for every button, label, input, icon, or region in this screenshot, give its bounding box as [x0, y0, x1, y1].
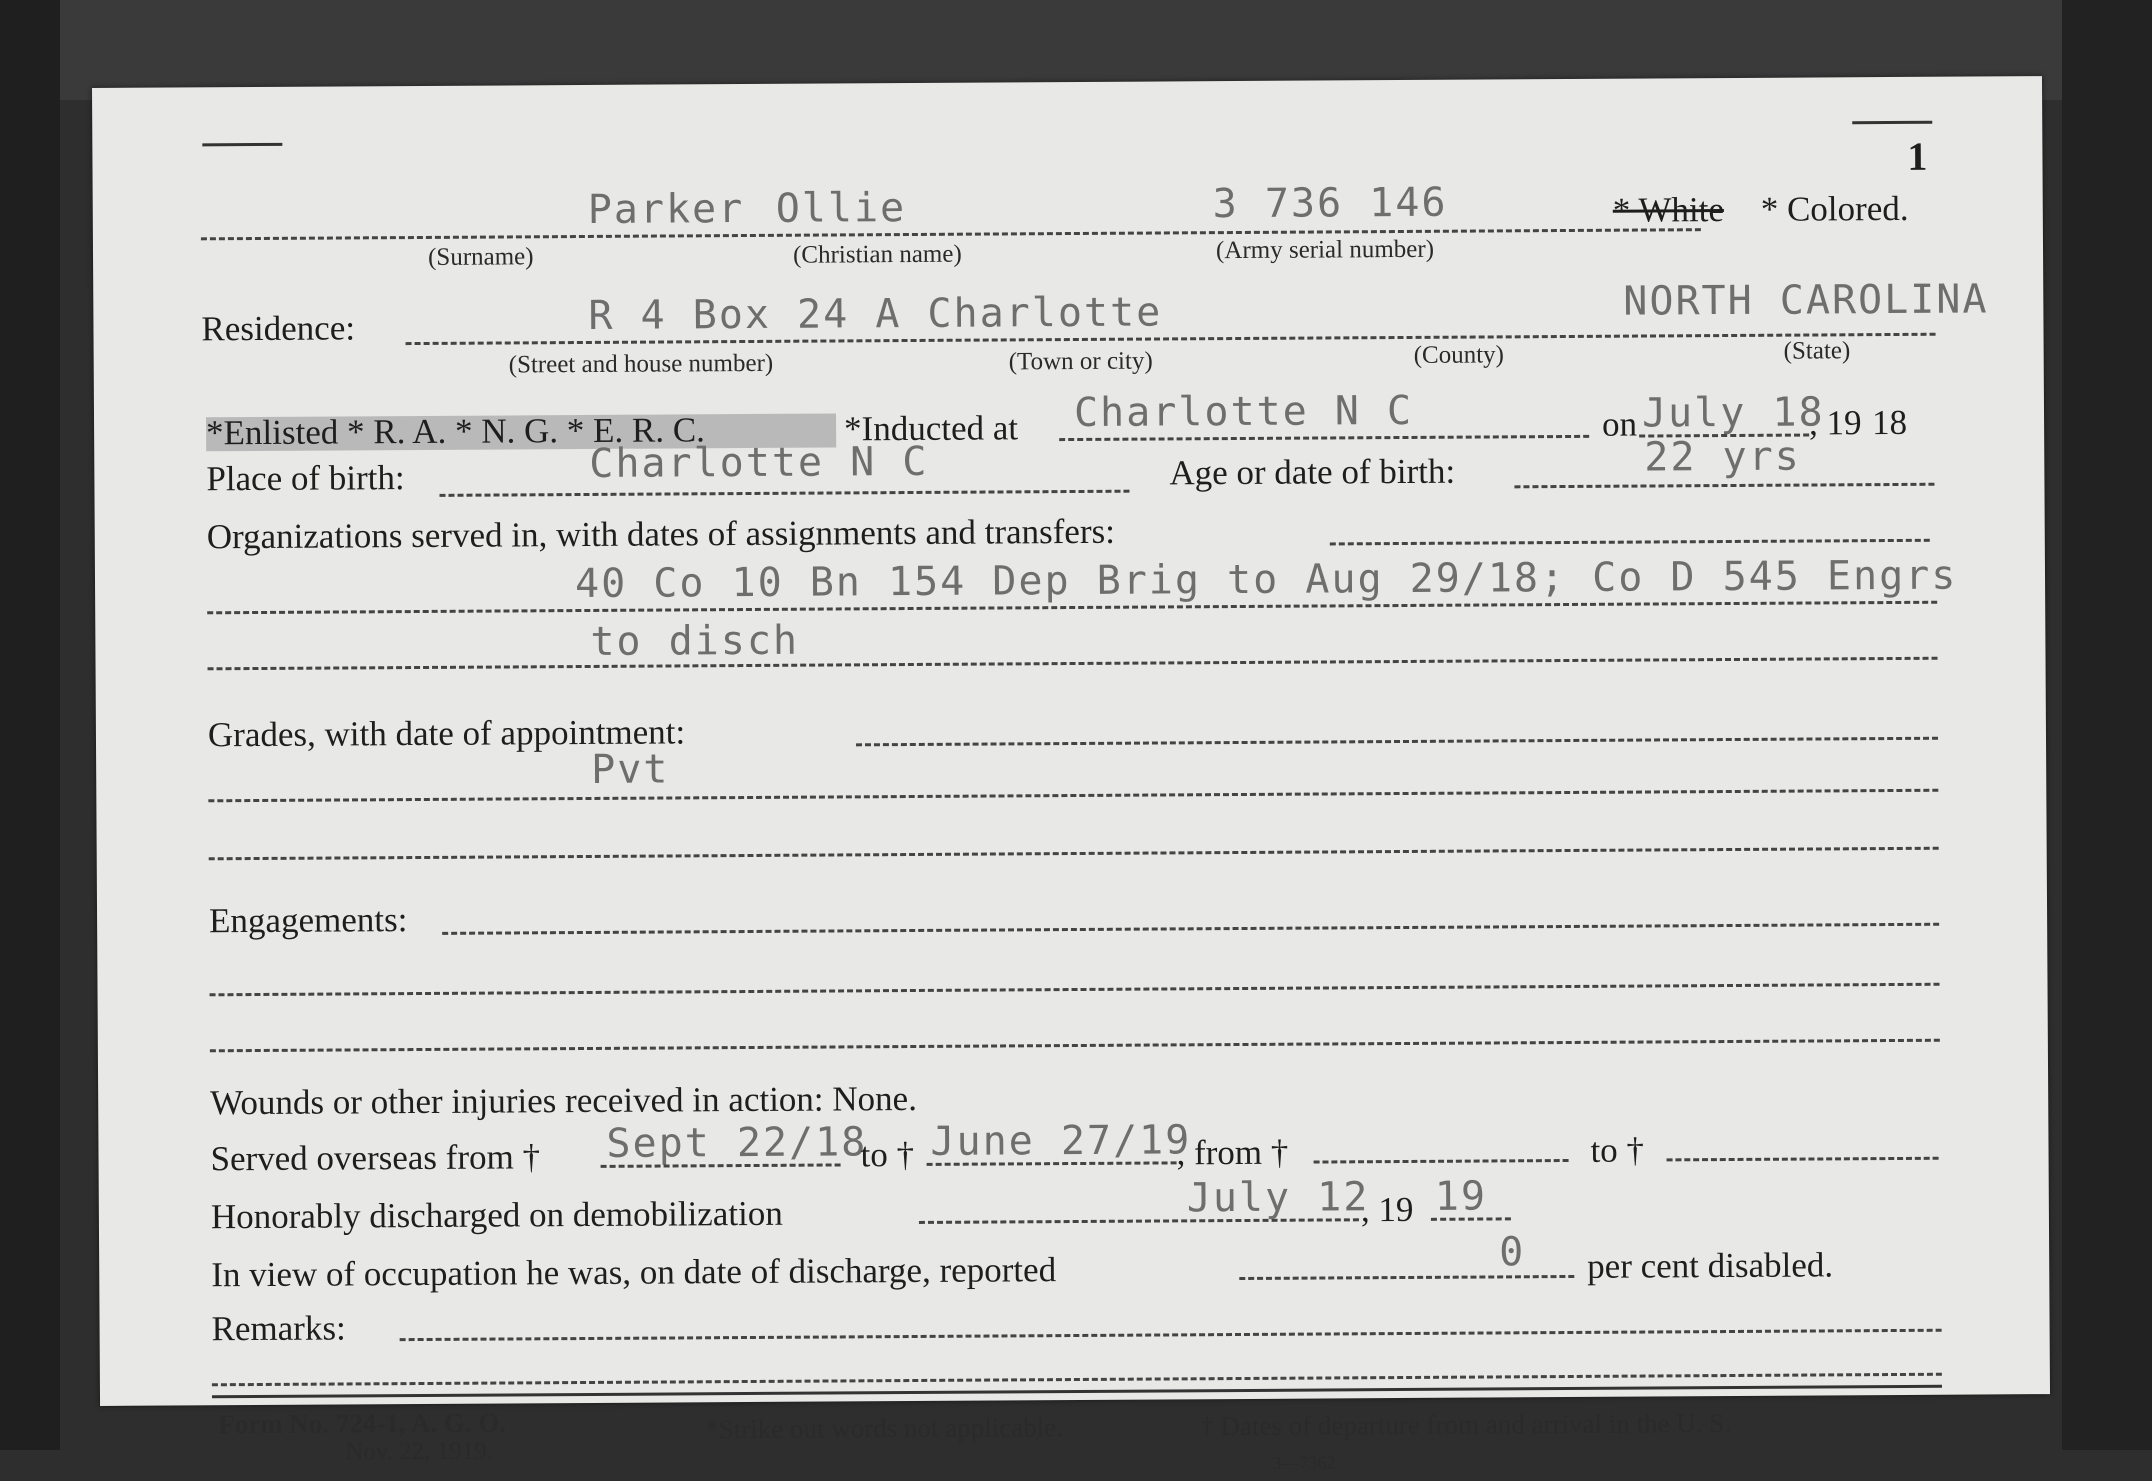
wounds-text: Wounds or other injuries received in action: None.: [210, 1078, 918, 1123]
year-prefix: , 19: [1808, 403, 1862, 443]
county-label: (County): [1413, 341, 1505, 369]
year-value: 18: [1871, 402, 1908, 443]
scanner-background-right: [2062, 0, 2152, 1450]
race-colored-option: * Colored.: [1760, 188, 1909, 229]
grades-label: Grades, with date of appointment:: [207, 712, 686, 755]
overseas-to-label: to †: [860, 1134, 915, 1175]
print-code: 3—7362: [1272, 1452, 1336, 1473]
age-value: 22 yrs: [1644, 433, 1801, 481]
dagger-note: † Dates of departure from and arrival in the U. S.: [1200, 1408, 1732, 1442]
disabled-suffix: per cent disabled.: [1587, 1245, 1834, 1286]
state-label: (State): [1783, 337, 1851, 365]
overseas-from-value: Sept 22/18: [606, 1119, 868, 1167]
inducted-line: [1059, 435, 1589, 441]
service-record-card: [92, 76, 2050, 1473]
induction-date-value: July 18: [1641, 389, 1825, 437]
street-label: (Street and house number): [508, 349, 774, 379]
remarks-line: [400, 1329, 1942, 1341]
disabled-percent-value: 0: [1498, 1229, 1526, 1276]
disabled-line: [1239, 1275, 1574, 1280]
discharge-label: Honorably discharged on demobilization: [210, 1193, 783, 1237]
overseas-to-value: June 27/19: [930, 1117, 1192, 1165]
residence-value: R 4 Box 24 A Charlotte: [588, 289, 1163, 339]
top-right-rule: [1852, 121, 1932, 124]
top-left-rule: [202, 143, 282, 146]
inducted-label: *Inducted at: [843, 408, 1019, 449]
birth-place-value: Charlotte N C: [589, 438, 929, 487]
organizations-label-line: [1330, 539, 1930, 546]
race-white-option: * White: [1612, 190, 1725, 230]
age-label: Age or date of birth:: [1169, 451, 1456, 493]
surname-label: (Surname): [427, 243, 534, 271]
overseas-from-line: [601, 1163, 841, 1167]
form-date: Nov. 22, 1919.: [345, 1437, 494, 1466]
age-line: [1514, 483, 1934, 489]
serial-number-value: 3 736 146: [1212, 179, 1448, 228]
grades-label-line: [856, 737, 1938, 747]
second-from-line: [1314, 1159, 1569, 1164]
surname-value: Parker: [587, 186, 745, 233]
discharge-year-prefix: , 19: [1360, 1189, 1414, 1230]
organizations-rule-2: [208, 657, 1938, 671]
engagements-label-line: [442, 923, 1939, 935]
discharge-year-line: [1431, 1217, 1511, 1220]
town-label: (Town or city): [1008, 347, 1153, 376]
engagements-rule-2: [210, 1039, 1940, 1053]
page-number: 1: [1907, 133, 1928, 179]
discharge-year-value: 19: [1434, 1173, 1488, 1220]
grades-rule-2: [209, 847, 1939, 861]
name-line: [201, 228, 1701, 240]
occupation-label: In view of occupation he was, on date of discharge, reported: [211, 1250, 1057, 1295]
organizations-line-1: 40 Co 10 Bn 154 Dep Brig to Aug 29/18; Co D 545 Engrs: [574, 552, 1958, 608]
engagements-label: Engagements:: [208, 900, 408, 941]
second-from-label: , from †: [1176, 1132, 1289, 1173]
birth-place-line: [439, 490, 1129, 497]
discharge-date-value: July 12: [1186, 1174, 1370, 1222]
birth-place-label: Place of birth:: [206, 458, 405, 499]
grades-value: Pvt: [591, 746, 670, 793]
second-to-line: [1667, 1157, 1939, 1162]
organizations-line-2: to disch: [590, 617, 800, 665]
inducted-at-value: Charlotte N C: [1073, 387, 1414, 437]
overseas-from-label: Served overseas from †: [210, 1137, 541, 1179]
enlistment-options: *Enlisted * R. A. * N. G. * E. R. C.: [205, 410, 705, 453]
scanner-background-left: [0, 0, 60, 1450]
state-value: NORTH CAROLINA: [1623, 276, 1989, 325]
christian-name-label: (Christian name): [792, 240, 962, 269]
residence-label: Residence:: [201, 308, 356, 349]
on-label: on: [1601, 404, 1638, 444]
strike-note: *Strike out words not applicable.: [705, 1412, 1063, 1445]
christian-name-value: Ollie: [775, 185, 907, 232]
grades-rule-1: [208, 789, 1938, 803]
second-to-label: to †: [1590, 1130, 1645, 1170]
overseas-to-line: [927, 1161, 1177, 1166]
discharge-date-line: [919, 1218, 1359, 1224]
remarks-rule-2: [212, 1373, 1942, 1387]
remarks-label: Remarks:: [211, 1308, 346, 1349]
engagements-rule-1: [210, 983, 1940, 997]
footer-rule: [212, 1385, 1942, 1399]
serial-number-label: (Army serial number): [1215, 235, 1435, 265]
organizations-label: Organizations served in, with dates of assignments and transfers:: [206, 511, 1116, 557]
form-number: Form No. 724-1, A. G. O.: [218, 1407, 507, 1440]
